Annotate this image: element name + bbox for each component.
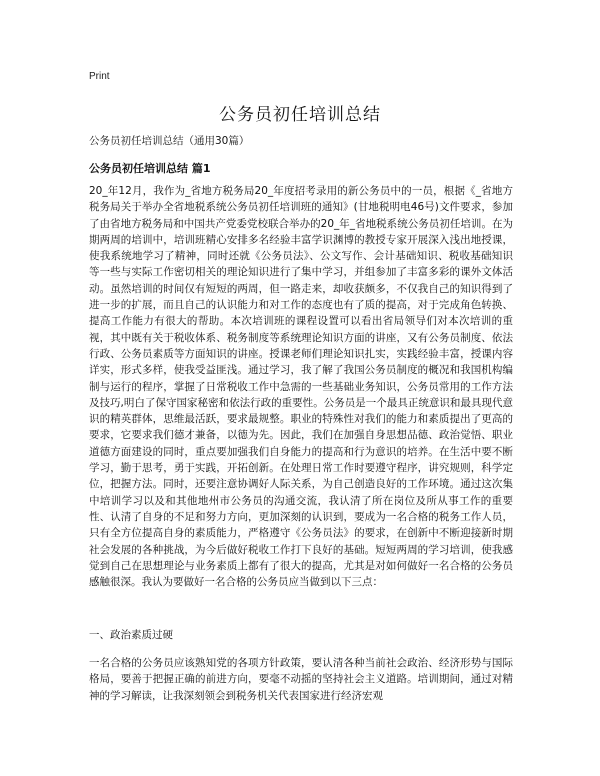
print-label: Print <box>89 71 110 82</box>
body-paragraph-2: 一名合格的公务员应该熟知党的各项方针政策，要认清各种当前社会政治、经济形势与国际格局，要善于把握正确的前进方向，要毫不动摇的坚持社会主义道路。培训期间，通过对精神的学习解读，让我深刻领会到税务机关代表国家进行经济宏观 <box>89 657 513 702</box>
document-title: 公务员初任培训总结 <box>219 105 381 125</box>
document-subtitle: 公务员初任培训总结（通用30篇） <box>89 135 250 147</box>
body-paragraph-1: 20_年12月，我作为_省地方税务局20_年度招考录用的新公务员中的一员，根据《_省地方税务局关于举办全省地税系统公务员初任培训班的通知》(甘地税明电46号)文件要求，参加了由省地方税务局和中国共产党委党校联合举办的20_年_省地税系统公务员初任培训。在为期两周的培训中，培训班精心安排多名经验丰富学识渊博的教授专家开展深入浅出地授课，使我系统地学习了精神，同时还就《公务员法》、公文写作、会计基础知识、税收基础知识等一些与实际工作密切相关的理论知识进行了集中学习，并组参加了丰富多彩的课外文体活动。虽然培训的时间仅有短短的两周，但一路走来，却收获颇多，不仅我自己的知识得到了进一步的扩展，而且自己的认识能力和对工作的态度也有了质的提高，对于完成角色转换、提高工作能力有很大的帮助。本次培训班的课程设置可以看出省局领导们对本次培训的重视，其中既有关于税收体系、税务制度等系统理论知识方面的讲座，又有公务员制度、依法行政、公务员素质等方面知识的讲座。授课老师们理论知识扎实，实践经验丰富，授课内容详实，形式多样，使我受益匪浅。通过学习，我了解了我国公务员制度的概况和我国机构编制与运行的程序，掌握了日常税收工作中急需的一些基础业务知识，公务员常用的工作方法及技巧,明白了保守国家秘密和依法行政的重要性。公务员是一个最具正统意识和最具现代意识的精英群体，思维最活跃，要求最规整。职业的特殊性对我们的能力和素质提出了更高的要求，它要求我们德才兼备，以德为先。因此，我们在加强自身思想品德、政治觉悟、职业道德方面建设的同时，重点要加强我们自身能力的提高和行为意识的培养。在生活中要不断学习，勤于思考，勇于实践，开拓创新。在处理日常工作时要遵守程序，讲究规则，科学定位，把握方法。同时，还要注意协调好人际关系，为自己创造良好的工作环境。通过这次集中培训学习以及和其他地州市公务员的沟通交流，我认清了所在岗位及所从事工作的重要性、认清了自身的不足和努力方向，更加深刻的认识到，要成为一名合格的税务工作人员，只有全方位提高自身的素质能力，严格遵守《公务员法》的要求，在创新中不断迎接新时期社会发展的各种挑战，为今后做好税收工作打下良好的基础。短短两周的学习培训，使我感觉到自己在思想理论与业务素质上都有了很大的提高，尤其是对如何做好一名合格的公务员感触很深。我认为要做好一名合格的公务员应当做到以下三点： <box>89 185 513 589</box>
sub-heading-political-quality: 一、政治素质过硬 <box>89 629 173 641</box>
section-heading: 公务员初任培训总结 篇1 <box>89 162 211 175</box>
